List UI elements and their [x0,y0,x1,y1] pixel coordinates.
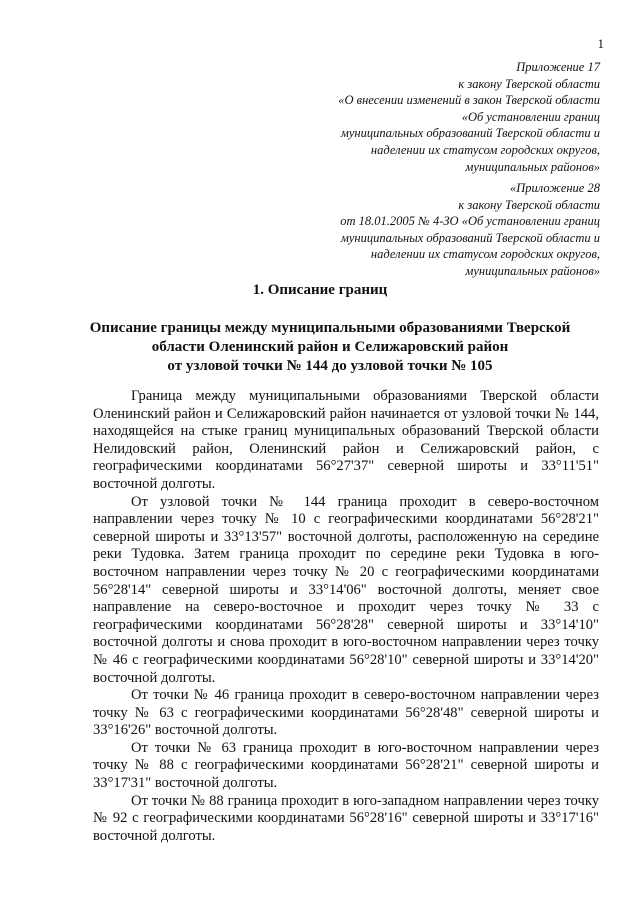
paragraph: От точки № 88 граница проходит в юго-западном направлении через точку № 92 с географическими координатами 56°28'16" северной широты и 33°17'16" восточной долготы. [93,792,599,844]
appendix-17-line: «О внесении изменений в закон Тверской области [338,93,600,108]
appendix-17-header [240,59,600,175]
appendix-17-line: муниципальных районов» [465,159,600,174]
page-number: 1 [597,36,604,51]
paragraph: От точки № 63 граница проходит в юго-восточном направлении через точку № 88 с географическими координатами 56°28'21" северной широты и 33°17'31" восточной долготы. [93,739,599,792]
boundary-title [60,319,600,376]
section-title: 1. Описание границ [252,282,388,298]
appendix-17-line: муниципальных образований Тверской области и [340,126,600,141]
boundary-title-line: от узловой точки № 144 до узловой точки № 105 [167,358,493,374]
appendix-17-line: к закону Тверской области [458,76,600,91]
boundary-title-line: Описание границы между муниципальными образованиями Тверской [89,320,571,336]
appendix-28-header [240,180,600,280]
paragraph: От точки № 46 граница проходит в северо-восточном направлении через точку № 63 с географическими координатами 56°28'48" северной широты и 33°16'26" восточной долготы. [93,687,599,739]
appendix-28-line: от 18.01.2005 № 4-ЗО «Об установлении границ [340,214,600,229]
appendix-28-line: к закону Тверской области [458,197,600,212]
boundary-title-line: области Оленинский район и Селижаровский район [151,339,509,355]
appendix-28-line: муниципальных районов» [465,263,600,278]
appendix-28-line: муниципальных образований Тверской области и [340,230,600,245]
appendix-17-line: «Об установлении границ [461,109,600,124]
appendix-17-line: наделении их статусом городских округов, [370,142,600,157]
boundary-description [93,388,599,845]
appendix-28-line: «Приложение 28 [510,181,600,195]
paragraph: От узловой точки № 144 граница проходит в северо-восточном направлении через точку № 10 с географическими координатами 56°28'21" северной широты и 33°13'57" восточной долготы, расположенную на середине реки Тудовка. Затем граница проходит по середине реки Тудовка в юго-восточном направлении через точку № 20 с географическими координатами 56°28'14" северной широты и 33°14'06" восточной долготы, меняет свое направление на северо-восточное и проходит через точку № 33 с географическими координатами 56°28'28" северной широты и 33°14'10" восточной долготы и снова проходит в юго-восточном направлении через точку № 46 с географическими координатами 56°28'10" северной широты и 33°14'20" восточной долготы. [93,493,599,686]
appendix-28-line: наделении их статусом городских округов, [370,247,600,262]
appendix-17-line: Приложение 17 [516,60,600,74]
paragraph: Граница между муниципальными образованиями Тверской области Оленинский район и Селижаровский район начинается от узловой точки № 144, находящейся на стыке границ муниципальных образований Тверской области Нелидовский район, Оленинский район и Селижаровский район, с географическими координатами 56°27'37" северной широты и 33°11'51" восточной долготы. [93,388,599,492]
